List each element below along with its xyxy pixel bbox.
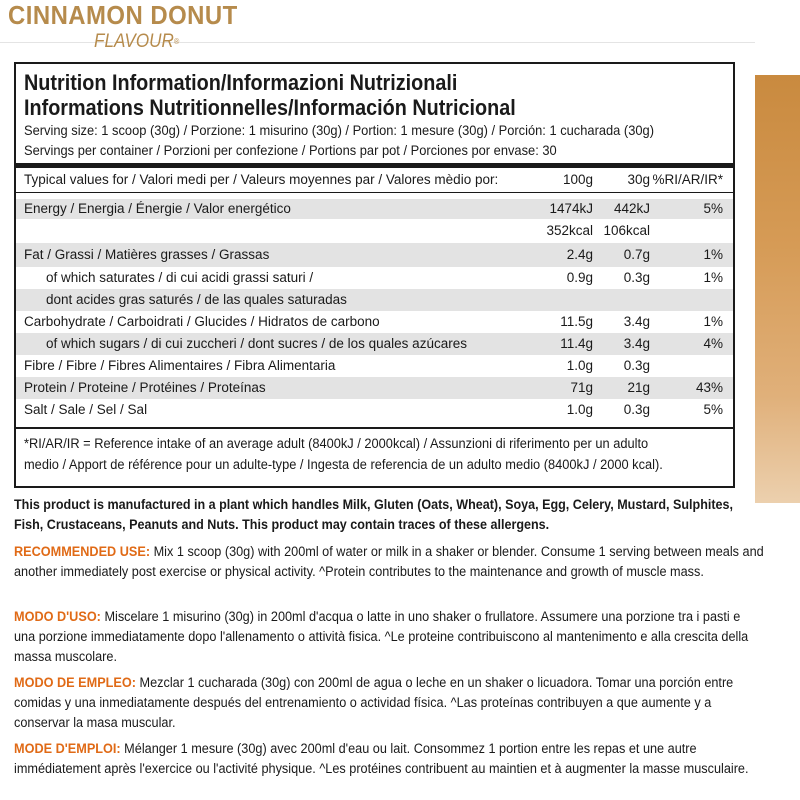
header-30g: 30g xyxy=(627,172,650,187)
row-value-ri: 1% xyxy=(703,247,723,262)
reference-intake-note xyxy=(24,429,727,475)
usage-text: Mix 1 scoop (30g) with 200ml of water or milk in a shaker or blender. Consume 1 serving between meals and another immediately post exercise or physical activity. ^Protein contributes to the maintenance and growth of muscle mass. xyxy=(14,544,764,579)
row-value-100g: 2.4g xyxy=(566,247,593,262)
flavour-label-text: FLAVOUR xyxy=(94,31,174,52)
table-row xyxy=(16,311,733,333)
usage-key: MODO D'USO: xyxy=(14,609,101,624)
row-value-30g: 3.4g xyxy=(623,314,650,329)
row-value-100g: 11.5g xyxy=(560,314,593,329)
header-label: Typical values for / Valori medi per / Valeurs moyennes par / Valores mèdio por: xyxy=(24,172,499,187)
usage-english xyxy=(14,542,766,582)
header-ri: %RI/AR/IR* xyxy=(652,172,723,187)
row-label: Salt / Sale / Sel / Sal xyxy=(24,402,148,417)
row-value-30g: 0.3g xyxy=(623,402,650,417)
nutrition-heading-2: Informations Nutritionnelles/Información Nutricional xyxy=(24,95,516,120)
row-label: dont acides gras saturés / de las quales saturadas xyxy=(46,292,347,307)
flavour-name: CINNAMON DONUT xyxy=(8,0,238,30)
table-row xyxy=(16,267,733,289)
usage-key: MODO DE EMPLEO: xyxy=(14,675,136,690)
product-image-edge xyxy=(755,75,800,503)
row-value-30g: 0.3g xyxy=(623,270,650,285)
row-value-100g: 352kcal xyxy=(546,223,593,238)
row-value-100g: 11.4g xyxy=(560,336,593,351)
row-label: Fat / Grassi / Matières grasses / Grassas xyxy=(24,247,270,262)
usage-spanish xyxy=(14,673,757,733)
row-value-100g: 71g xyxy=(570,380,593,395)
table-row xyxy=(16,333,733,355)
usage-french xyxy=(14,739,757,779)
table-row xyxy=(16,243,733,267)
usage-key: MODE D'EMPLOI: xyxy=(14,741,121,756)
flavour-label xyxy=(94,32,179,52)
row-value-30g: 106kcal xyxy=(603,223,650,238)
row-value-30g: 21g xyxy=(627,380,650,395)
row-value-100g: 1.0g xyxy=(566,358,593,373)
table-header xyxy=(16,168,733,193)
usage-italian xyxy=(14,607,757,667)
table-row xyxy=(16,355,733,377)
row-label: Energy / Energia / Énergie / Valor energético xyxy=(24,201,291,216)
row-value-ri: 5% xyxy=(703,201,723,216)
usage-key: RECOMMENDED USE: xyxy=(14,544,151,559)
table-row xyxy=(16,377,733,399)
header-100g: 100g xyxy=(562,172,593,187)
row-value-100g: 0.9g xyxy=(566,270,593,285)
table-row xyxy=(16,199,733,219)
table-row xyxy=(16,289,733,311)
row-label: of which saturates / di cui acidi grassi saturi / xyxy=(46,270,314,285)
nutrition-panel xyxy=(14,62,735,488)
table-row xyxy=(16,399,733,421)
footnote-line-1: *RI/AR/IR = Reference intake of an average adult (8400kJ / 2000kcal) / Assunzioni di riferimento per un adulto xyxy=(24,435,649,451)
row-value-100g: 1.0g xyxy=(566,402,593,417)
row-label: Fibre / Fibre / Fibres Alimentaires / Fibra Alimentaria xyxy=(24,358,336,373)
registered-mark: ® xyxy=(173,37,180,46)
row-value-ri: 1% xyxy=(703,270,723,285)
row-value-30g: 3.4g xyxy=(623,336,650,351)
row-label: Carbohydrate / Carboidrati / Glucides / Hidratos de carbono xyxy=(24,314,380,329)
usage-text: Mélanger 1 mesure (30g) avec 200ml d'eau ou lait. Consommez 1 portion entre les repas et une autre immédiatement après l'exercice ou l'activité physique. ^Les protéines contribuent au maintien et à augmenter la masse musculaire. xyxy=(14,741,749,776)
footnote-line-2: medio / Apport de référence pour un adulte-type / Ingesta de referencia de un adulto medio (8400kJ / 2000 kcal). xyxy=(24,456,663,472)
row-value-30g: 0.7g xyxy=(623,247,650,262)
nutrition-heading-1: Nutrition Information/Informazioni Nutrizionali xyxy=(24,70,458,95)
row-value-ri: 1% xyxy=(703,314,723,329)
servings-per-container: Servings per container / Porzioni per confezione / Portions par pot / Porciones por envase: 30 xyxy=(24,142,557,158)
row-value-ri: 43% xyxy=(695,380,723,395)
row-value-ri: 5% xyxy=(703,402,723,417)
row-value-30g: 0.3g xyxy=(623,358,650,373)
usage-text: Mezclar 1 cucharada (30g) con 200ml de agua o leche en un shaker o licuadora. Tomar una porción entre comidas y una inmediatamente después del entrenamiento o actividad física. ^Las proteínas contribuyen a que aumente y a conservar la masa muscular. xyxy=(14,675,734,730)
row-value-ri: 4% xyxy=(703,336,723,351)
row-label: Protein / Proteine / Protéines / Proteínas xyxy=(24,380,266,395)
row-label: of which sugars / di cui zuccheri / dont sucres / de los quales azúcares xyxy=(46,336,467,351)
row-value-30g: 442kJ xyxy=(613,201,650,216)
allergen-statement: This product is manufactured in a plant which handles Milk, Gluten (Oats, Wheat), Soya, Egg, Celery, Mustard, Sulphites, Fish, Crustaceans, Peanuts and Nuts. This product may contain traces of these allergens. xyxy=(14,497,734,532)
serving-size: Serving size: 1 scoop (30g) / Porzione: 1 misurino (30g) / Portion: 1 mesure (30g) / Porción: 1 cucharada (30g) xyxy=(24,122,654,138)
usage-text: Miscelare 1 misurino (30g) in 200ml d'acqua o latte in uno shaker o frullatore. Assumere una porzione tra i pasti e una porzione immediatamente dopo l'allenamento o attività fisica. ^Le proteine contribuiscono al mantenimento e alla crescita della massa muscolare. xyxy=(14,609,749,664)
table-row xyxy=(16,219,733,243)
row-value-100g: 1474kJ xyxy=(549,201,593,216)
